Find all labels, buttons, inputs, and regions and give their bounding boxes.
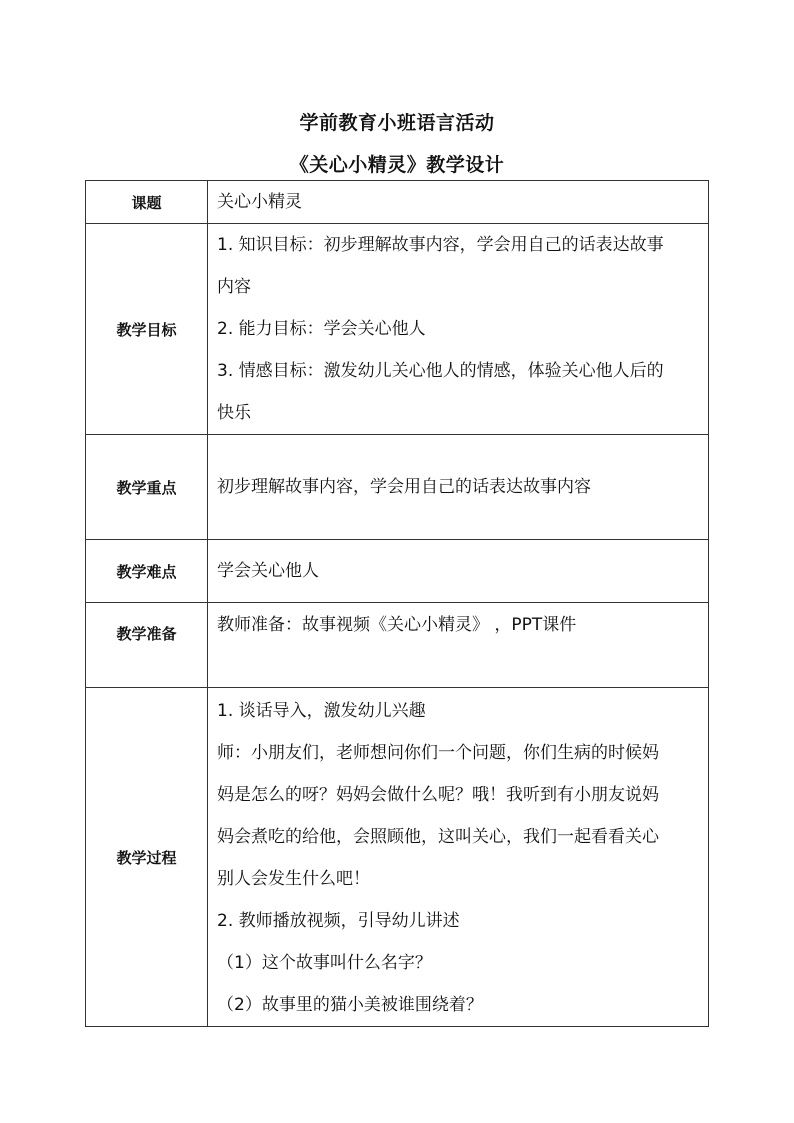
document-title: 学前教育小班语言活动 (299, 112, 495, 134)
content-line: （1）这个故事叫什么名字？ (217, 953, 432, 973)
row-content-preparation (208, 603, 709, 688)
row-label-preparation: 教学准备 (86, 603, 208, 688)
table-row-key-points (86, 435, 709, 540)
row-label-difficulties: 教学难点 (86, 540, 208, 603)
row-content-key-points (208, 435, 709, 540)
row-content-difficulties (208, 540, 709, 603)
table-row-objectives (86, 224, 709, 435)
content-line: 3. 情感目标：激发幼儿关心他人的情感，体验关心他人后的 (217, 361, 664, 381)
row-label-process: 教学过程 (86, 688, 208, 1027)
content-line: 别人会发生什么吧！ (217, 869, 370, 889)
row-label-objectives: 教学目标 (86, 224, 208, 435)
content-line: 2. 教师播放视频，引导幼儿讲述 (217, 911, 460, 931)
content-line: 内容 (217, 277, 251, 297)
content-line: 妈会煮吃的给他，会照顾他，这叫关心，我们一起看看关心 (217, 827, 659, 847)
row-content-process (208, 688, 709, 1027)
content-line: 学会关心他人 (217, 561, 319, 581)
row-content-topic (208, 181, 709, 224)
table-row-preparation (86, 603, 709, 688)
row-label-key-points: 教学重点 (86, 435, 208, 540)
document-subtitle: 《关心小精灵》教学设计 (289, 154, 505, 176)
content-line: 1. 知识目标：初步理解故事内容，学会用自己的话表达故事 (217, 235, 664, 255)
content-line: 关心小精灵 (217, 192, 302, 212)
table-row-process (86, 688, 709, 1027)
content-line: 初步理解故事内容，学会用自己的话表达故事内容 (217, 477, 591, 497)
content-line: 快乐 (217, 403, 251, 423)
table-row-difficulties (86, 540, 709, 603)
lesson-plan-table (85, 180, 709, 1027)
content-line: （2）故事里的猫小美被谁围绕着？ (217, 995, 483, 1015)
content-line: 教师准备：故事视频《关心小精灵》 ，PPT课件 (217, 615, 577, 635)
content-line: 师：小朋友们，老师想问你们一个问题，你们生病的时候妈 (217, 743, 659, 763)
content-line: 妈是怎么的呀？妈妈会做什么呢？哦！我听到有小朋友说妈 (217, 785, 659, 805)
row-label-topic: 课题 (86, 181, 208, 224)
row-content-objectives (208, 224, 709, 435)
content-line: 2. 能力目标：学会关心他人 (217, 319, 426, 339)
content-line: 1. 谈话导入，激发幼儿兴趣 (217, 701, 426, 721)
table-row-topic (86, 181, 709, 224)
